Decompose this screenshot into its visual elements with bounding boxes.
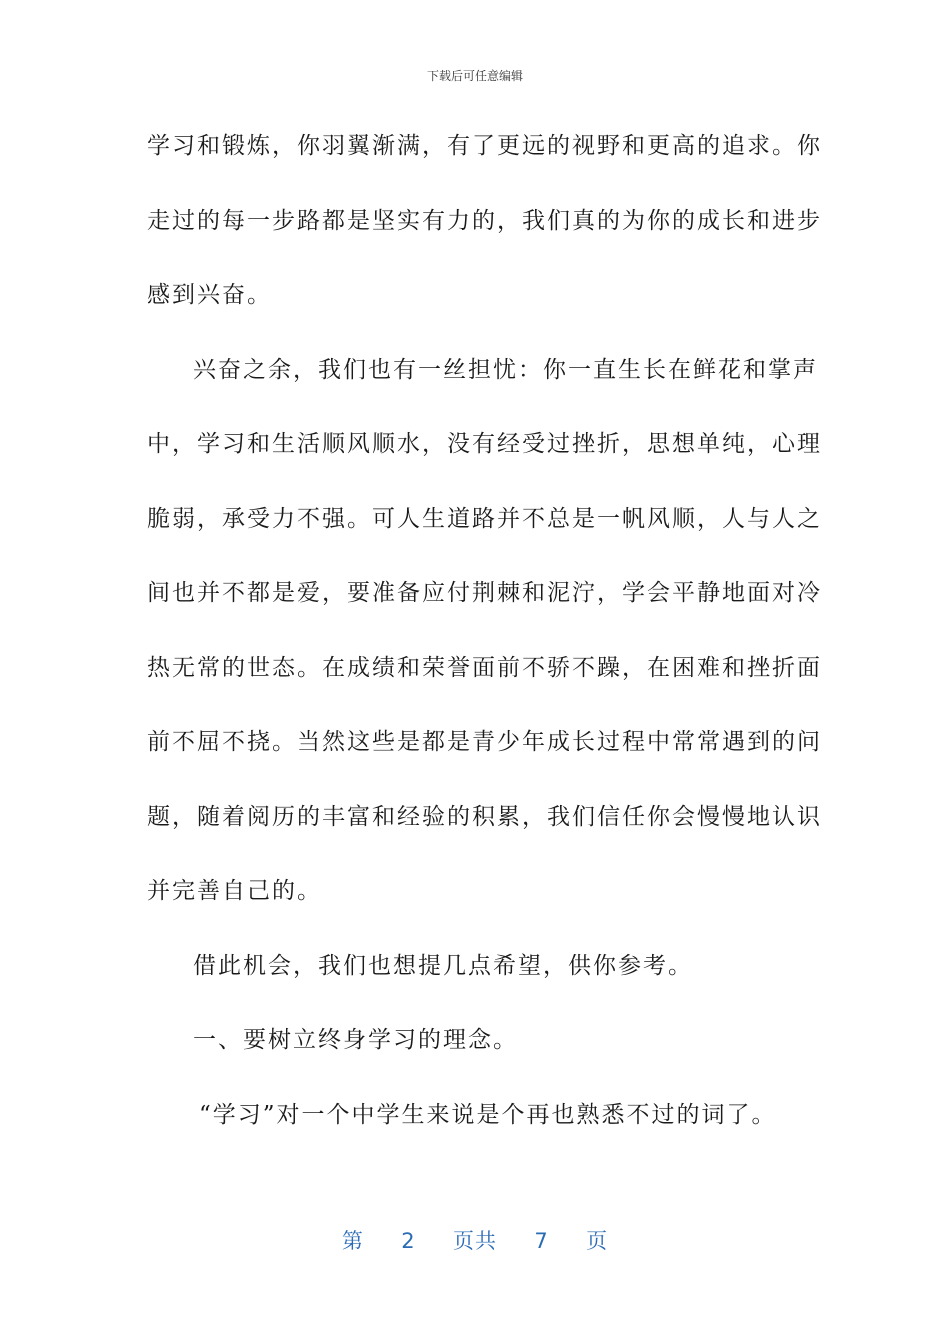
footer-page-unit: 页 (586, 1229, 609, 1253)
text-line: 热无常的世态。在成绩和荣誉面前不骄不躁，在困难和挫折面 (147, 654, 822, 681)
text-line: 间也并不都是爱，要准备应付荆棘和泥泞，学会平静地面对冷 (147, 580, 822, 606)
text-line: 题，随着阅历的丰富和经验的积累，我们信任你会慢慢地认识 (147, 803, 822, 830)
footer-page-word: 第 (341, 1229, 364, 1253)
document-body (147, 120, 822, 1163)
text-line: 感到兴奋。 (147, 282, 272, 308)
text-line: 中，学习和生活顺风顺水，没有经受过挫折，思想单纯，心理 (147, 431, 822, 457)
footer-total-pages: 7 (534, 1229, 549, 1253)
text-line: 前不屈不挠。当然这些是都是青少年成长过程中常常遇到的问 (147, 729, 822, 755)
text-line: 并完善自己的。 (147, 878, 322, 904)
text-line: 脆弱，承受力不强。可人生道路并不总是一帆风顺，人与人之 (147, 505, 822, 532)
text-line: “学习”对一个中学生来说是个再也熟悉不过的词了。 (199, 1101, 777, 1128)
footer-page-number: 2 (401, 1229, 416, 1253)
text-line: 借此机会，我们也想提几点希望，供你参考。 (193, 952, 693, 979)
page-header-note: 下载后可任意编辑 (426, 69, 523, 83)
text-line: 一、要树立终身学习的理念。 (193, 1027, 518, 1053)
page-footer (0, 1225, 950, 1255)
text-line: 学习和锻炼，你羽翼渐满，有了更远的视野和更高的追求。你 (147, 133, 822, 159)
footer-page-of: 页共 (453, 1229, 497, 1253)
text-line: 走过的每一步路都是坚实有力的，我们真的为你的成长和进步 (147, 207, 822, 234)
text-line: 兴奋之余，我们也有一丝担忧：你一直生长在鲜花和掌声 (193, 356, 818, 383)
